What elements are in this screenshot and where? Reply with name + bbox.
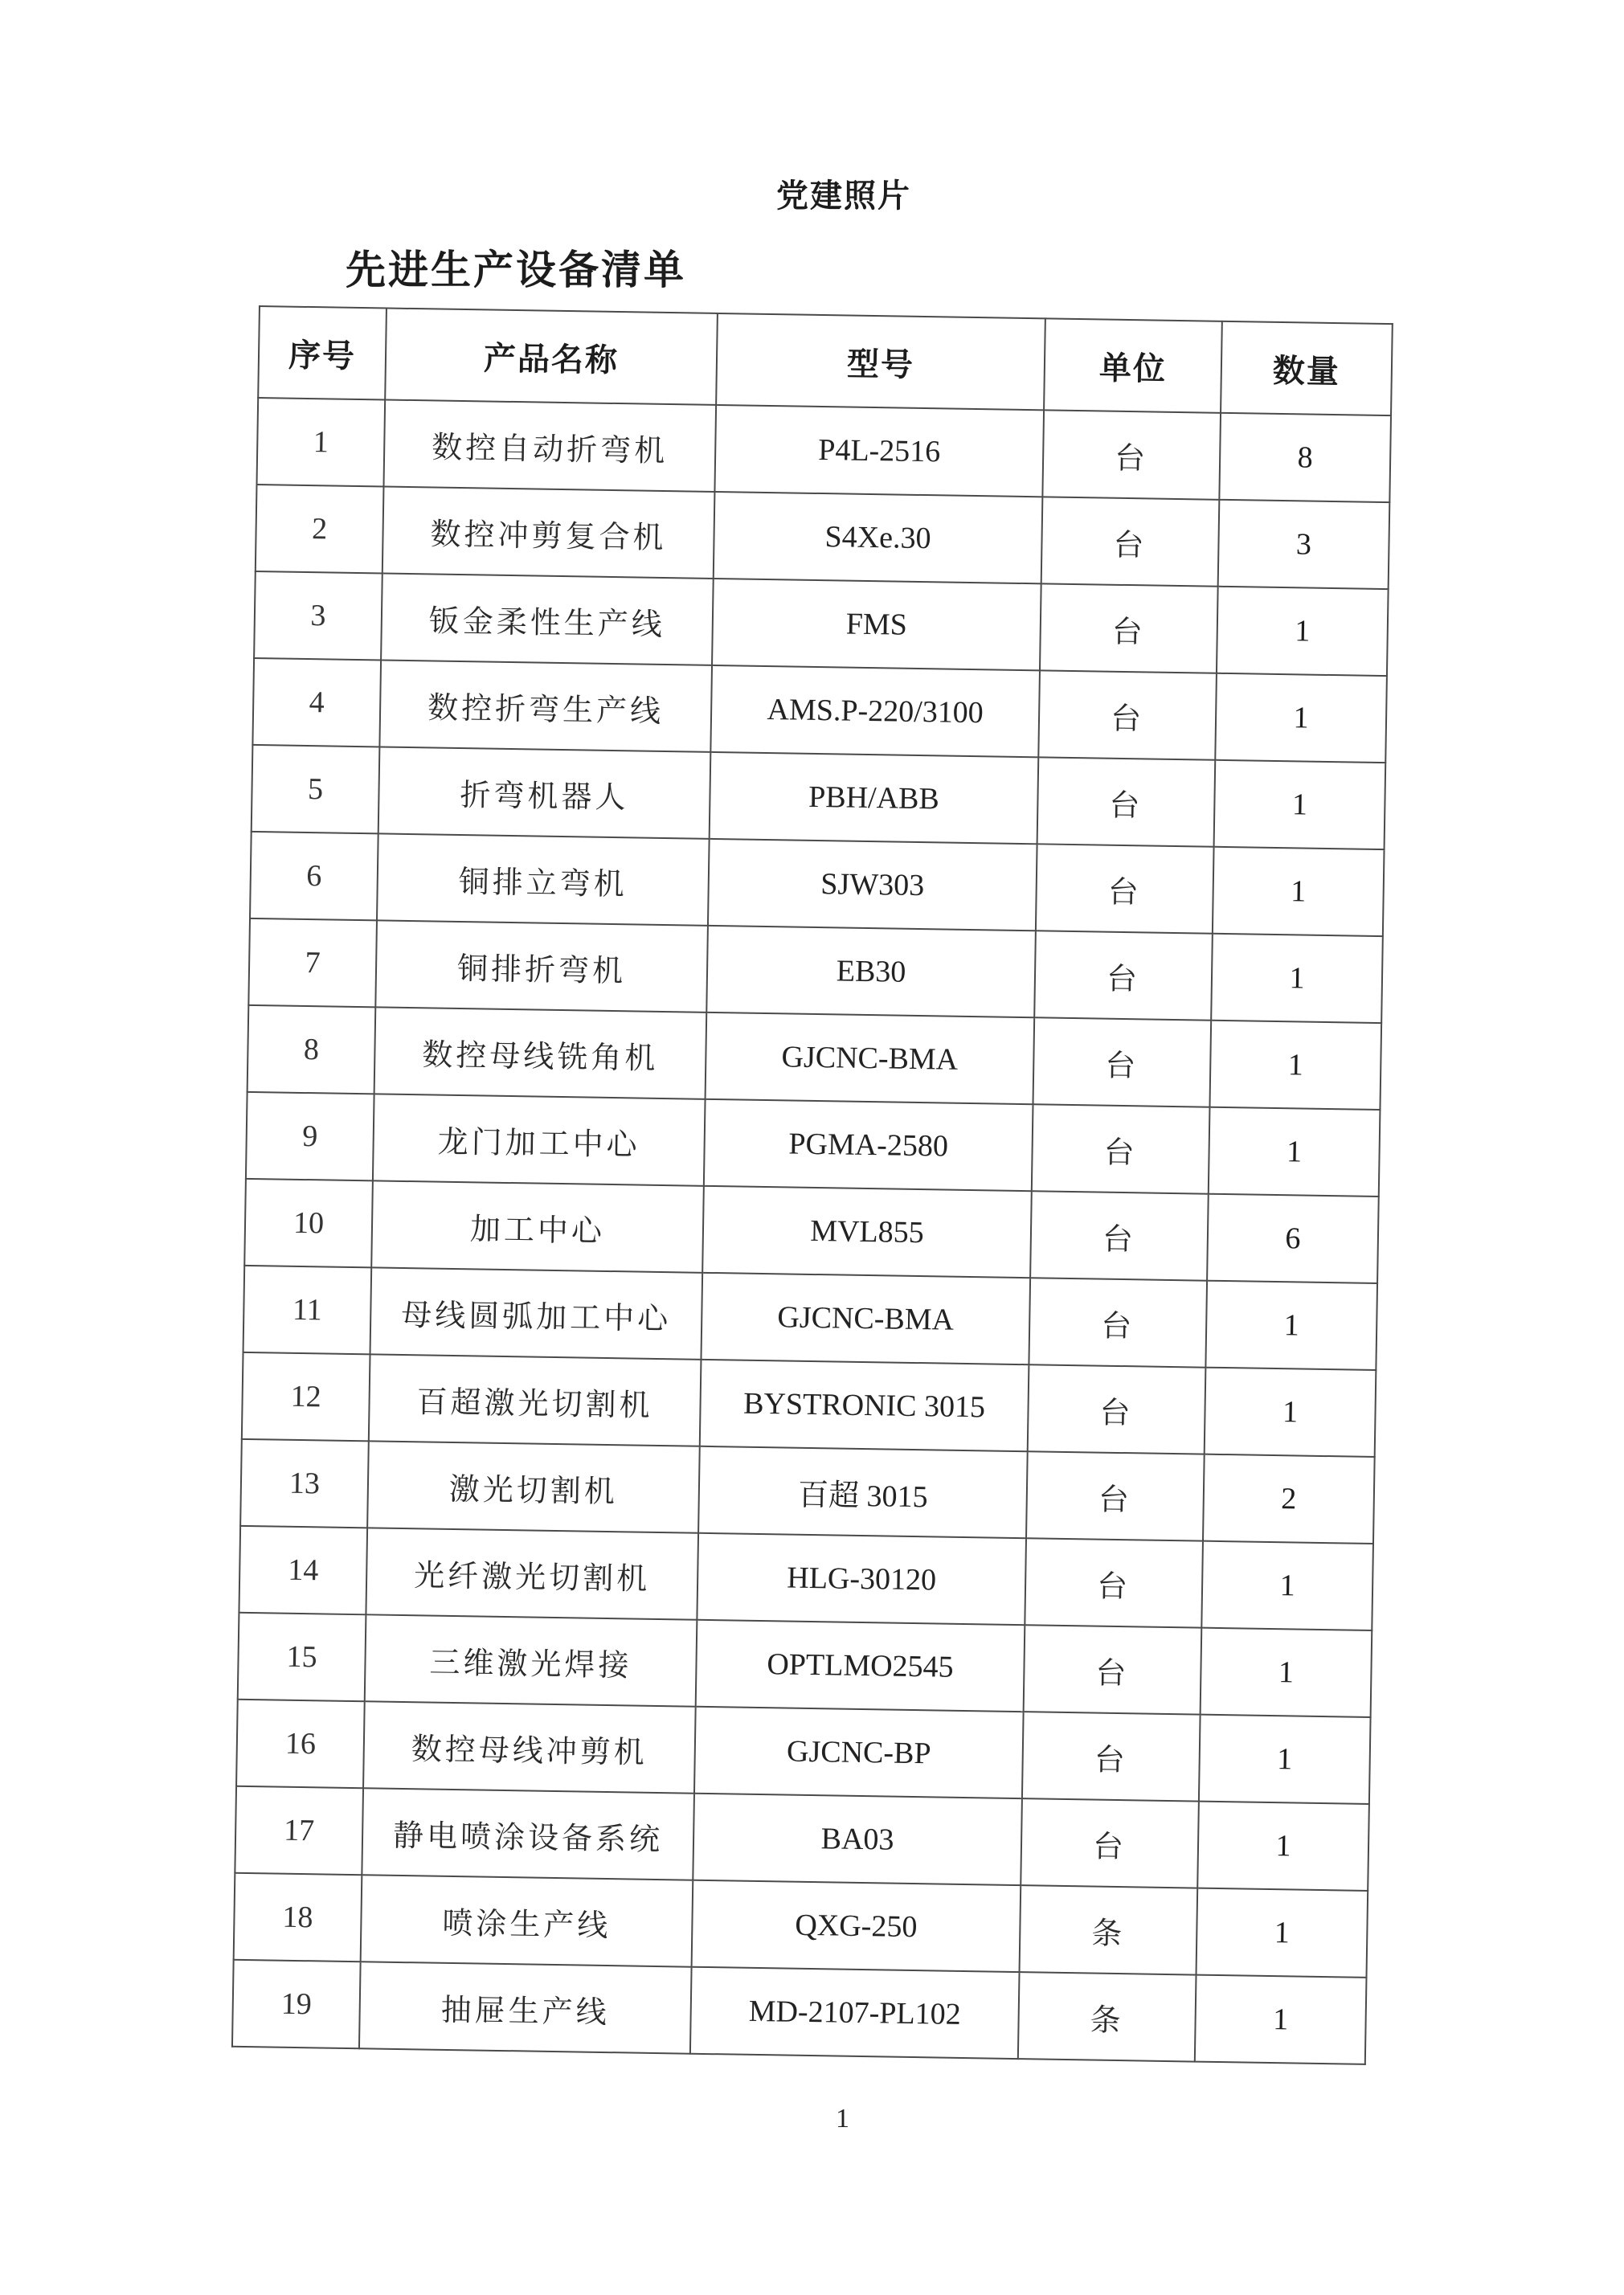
cell-no: 4 xyxy=(252,658,381,747)
cell-quantity: 3 xyxy=(1218,500,1390,589)
cell-product-name: 数控自动折弯机 xyxy=(383,399,716,491)
cell-product-name: 折弯机器人 xyxy=(378,747,711,838)
cell-quantity: 1 xyxy=(1209,1021,1381,1110)
cell-quantity: 1 xyxy=(1215,673,1387,763)
cell-quantity: 1 xyxy=(1205,1281,1377,1370)
cell-model: FMS xyxy=(712,579,1041,670)
cell-model: MVL855 xyxy=(702,1186,1032,1278)
cell-product-name: 喷涂生产线 xyxy=(361,1875,693,1966)
cell-no: 13 xyxy=(240,1439,369,1528)
cell-model: P4L-2516 xyxy=(714,405,1044,497)
cell-no: 8 xyxy=(247,1005,376,1094)
cell-model: BA03 xyxy=(693,1794,1022,1885)
cell-quantity: 1 xyxy=(1217,587,1389,676)
cell-product-name: 铜排折弯机 xyxy=(375,920,708,1012)
cell-no: 7 xyxy=(248,918,377,1007)
column-header-unit: 单位 xyxy=(1044,318,1222,412)
cell-quantity: 1 xyxy=(1201,1541,1373,1630)
cell-quantity: 8 xyxy=(1219,413,1391,502)
cell-product-name: 母线圆弧加工中心 xyxy=(370,1267,703,1359)
cell-quantity: 1 xyxy=(1199,1715,1371,1804)
cell-unit: 条 xyxy=(1018,1972,1197,2061)
cell-no: 17 xyxy=(235,1786,363,1875)
cell-unit: 台 xyxy=(1042,410,1221,499)
cell-no: 3 xyxy=(254,571,382,660)
cell-model: 百超 3015 xyxy=(698,1446,1028,1538)
cell-quantity: 1 xyxy=(1205,1368,1377,1457)
cell-unit: 台 xyxy=(1022,1712,1201,1801)
cell-model: GJCNC-BP xyxy=(694,1707,1024,1798)
cell-unit: 台 xyxy=(1024,1625,1202,1714)
table-row xyxy=(232,1960,1367,2064)
cell-no: 11 xyxy=(243,1266,372,1354)
cell-no: 2 xyxy=(256,485,384,573)
cell-quantity: 1 xyxy=(1211,934,1383,1023)
cell-unit: 台 xyxy=(1028,1364,1206,1454)
cell-quantity: 1 xyxy=(1197,1888,1368,1978)
cell-no: 10 xyxy=(244,1179,373,1267)
cell-unit: 台 xyxy=(1040,583,1218,673)
cell-unit: 台 xyxy=(1029,1278,1207,1367)
cell-unit: 台 xyxy=(1033,1017,1212,1107)
cell-product-name: 抽屉生产线 xyxy=(359,1962,692,2053)
cell-model: HLG-30120 xyxy=(697,1533,1026,1625)
cell-no: 15 xyxy=(238,1613,366,1701)
cell-unit: 台 xyxy=(1037,757,1216,846)
equipment-table-wrapper xyxy=(231,305,1393,2065)
cell-model: GJCNC-BMA xyxy=(706,1012,1035,1104)
cell-quantity: 1 xyxy=(1214,760,1386,849)
cell-model: QXG-250 xyxy=(692,1880,1021,1972)
cell-no: 9 xyxy=(246,1092,374,1180)
cell-product-name: 数控母线铣角机 xyxy=(374,1007,707,1098)
cell-unit: 台 xyxy=(1026,1451,1205,1540)
cell-product-name: 激光切割机 xyxy=(367,1441,700,1532)
cell-unit: 台 xyxy=(1032,1104,1210,1193)
cell-model: AMS.P-220/3100 xyxy=(710,665,1040,757)
cell-model: S4Xe.30 xyxy=(714,492,1043,583)
cell-product-name: 钣金柔性生产线 xyxy=(381,573,714,665)
page-number: 1 xyxy=(836,2104,849,2133)
cell-model: GJCNC-BMA xyxy=(701,1273,1030,1364)
cell-product-name: 龙门加工中心 xyxy=(373,1094,706,1185)
cell-model: SJW303 xyxy=(708,839,1037,931)
cell-model: EB30 xyxy=(706,926,1036,1017)
cell-model: OPTLMO2545 xyxy=(696,1620,1025,1712)
cell-quantity: 6 xyxy=(1207,1194,1379,1283)
column-header-qty: 数量 xyxy=(1221,321,1393,415)
cell-product-name: 数控冲剪复合机 xyxy=(382,486,715,578)
cell-product-name: 数控母线冲剪机 xyxy=(363,1701,696,1793)
cell-no: 16 xyxy=(236,1700,365,1788)
cell-quantity: 1 xyxy=(1197,1802,1369,1891)
cell-model: PBH/ABB xyxy=(710,752,1039,844)
cell-no: 6 xyxy=(250,832,378,920)
cell-quantity: 2 xyxy=(1203,1454,1375,1544)
cell-product-name: 百超激光切割机 xyxy=(369,1354,702,1446)
cell-unit: 台 xyxy=(1036,844,1214,933)
cell-no: 5 xyxy=(252,745,380,833)
cell-quantity: 1 xyxy=(1209,1107,1381,1197)
cell-unit: 台 xyxy=(1021,1798,1199,1888)
section-title: 先进生产设备清单 xyxy=(346,247,686,293)
cell-unit: 台 xyxy=(1041,497,1220,586)
cell-model: BYSTRONIC 3015 xyxy=(700,1360,1029,1451)
column-header-no: 序号 xyxy=(258,306,387,399)
cell-product-name: 静电喷涂设备系统 xyxy=(362,1788,694,1880)
equipment-table xyxy=(231,305,1393,2065)
cell-unit: 条 xyxy=(1020,1885,1198,1974)
cell-unit: 台 xyxy=(1030,1191,1209,1280)
page-title: 党建照片 xyxy=(776,178,911,215)
header-row xyxy=(258,306,1393,415)
cell-no: 1 xyxy=(256,398,385,486)
cell-model: MD-2107-PL102 xyxy=(690,1967,1020,2059)
table-body xyxy=(232,398,1391,2064)
cell-product-name: 三维激光焊接 xyxy=(365,1614,697,1706)
cell-no: 18 xyxy=(234,1873,362,1962)
cell-product-name: 加工中心 xyxy=(371,1180,704,1272)
cell-unit: 台 xyxy=(1034,931,1213,1020)
table-header xyxy=(258,306,1393,415)
cell-product-name: 铜排立弯机 xyxy=(377,833,710,925)
column-header-name: 产品名称 xyxy=(385,308,718,404)
cell-no: 19 xyxy=(232,1960,361,2048)
cell-no: 14 xyxy=(239,1526,367,1614)
cell-unit: 台 xyxy=(1025,1538,1203,1627)
cell-quantity: 1 xyxy=(1213,847,1385,936)
cell-no: 12 xyxy=(242,1352,370,1441)
cell-product-name: 数控折弯生产线 xyxy=(379,660,712,751)
cell-model: PGMA-2580 xyxy=(704,1099,1033,1191)
cell-product-name: 光纤激光切割机 xyxy=(366,1528,698,1619)
cell-quantity: 1 xyxy=(1195,1975,1367,2064)
cell-quantity: 1 xyxy=(1201,1628,1372,1717)
column-header-model: 型号 xyxy=(716,313,1045,410)
cell-unit: 台 xyxy=(1038,670,1217,759)
